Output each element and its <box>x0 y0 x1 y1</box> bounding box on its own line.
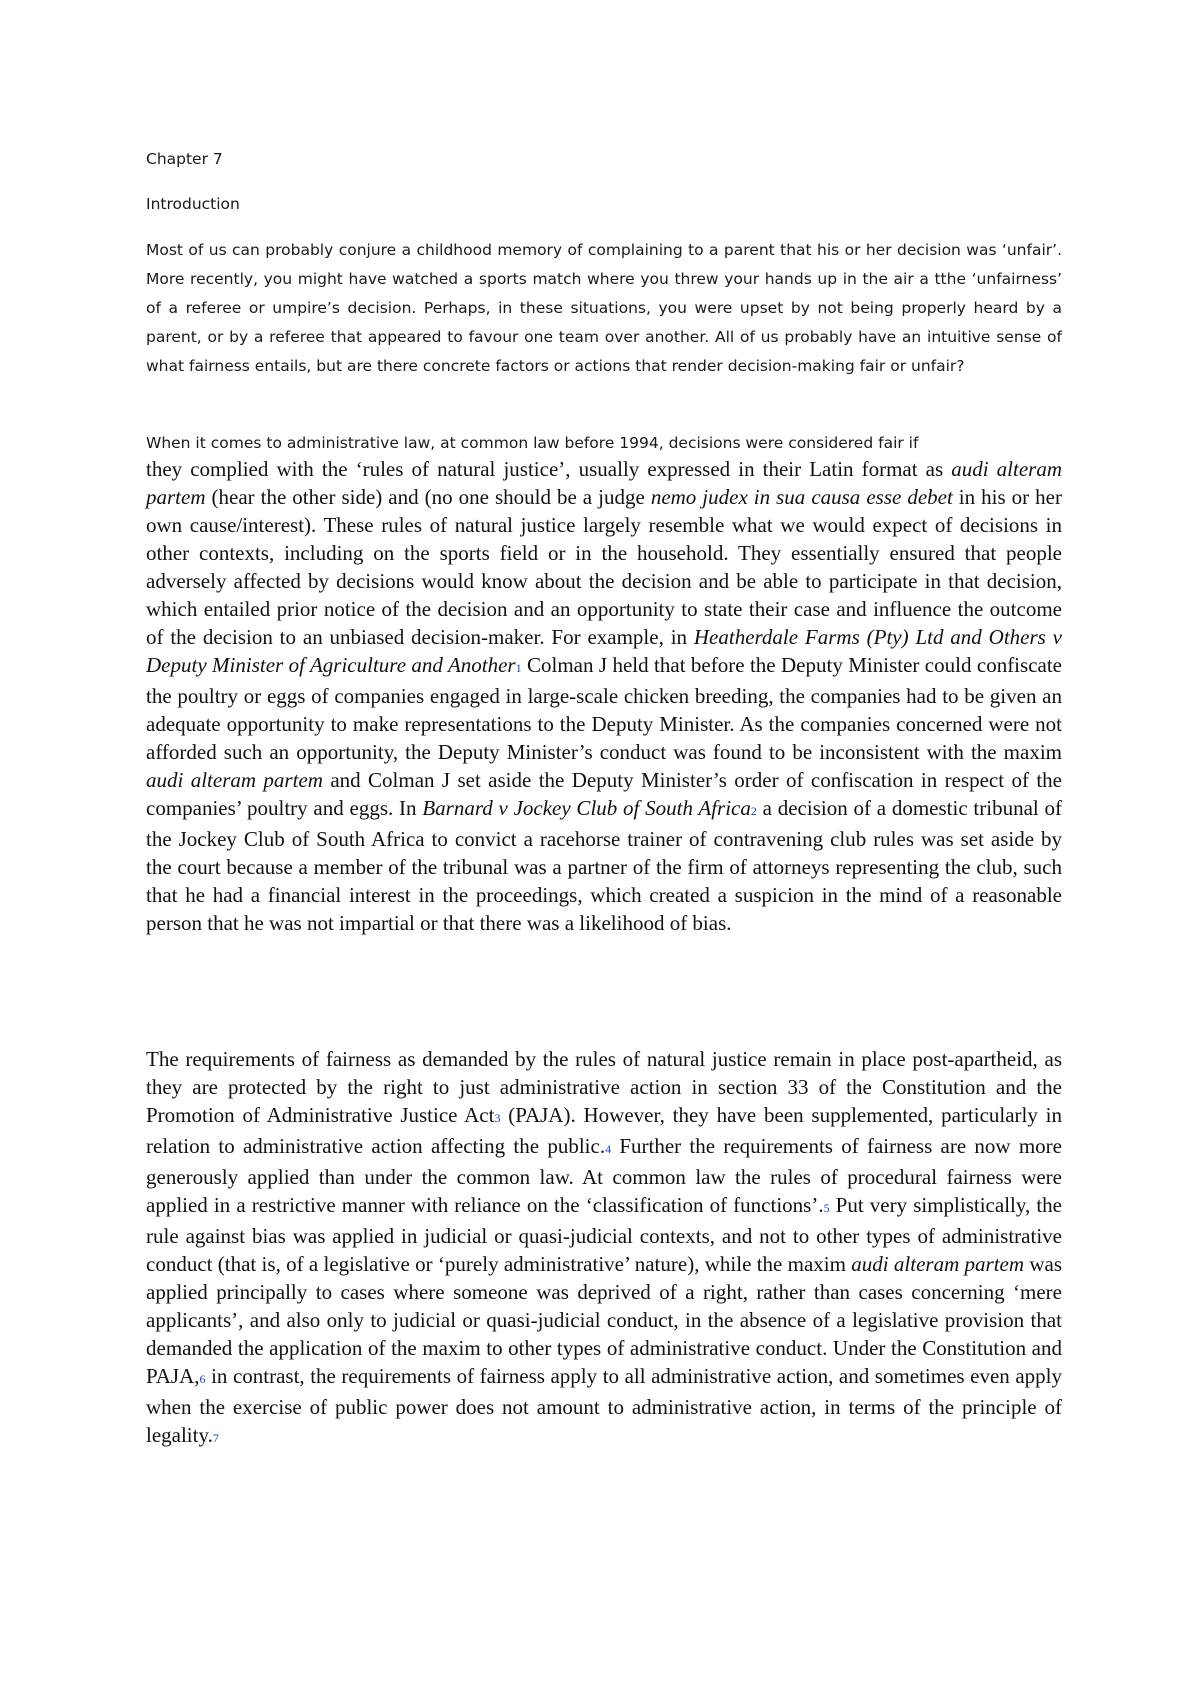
paragraph-2-text: and Colman J set aside the Deputy Minister’s order of confiscation in respect of the companies’ poultry and eggs. In <box>146 768 1062 820</box>
footnote-link[interactable]: 4 <box>605 1142 612 1156</box>
paragraph-2-text: in his or her own cause/interest). These rules of natural justice largely resemble what we would expect of decisions in other contexts, including on the sports field or in the household. They essentially ensured that people adversely affected by decisions would know about the decision and be able to participate in that decision, which entailed prior notice of the decision and an opportunity to state their case and influence the outcome of the decision to an unbiased decision-maker. For example, in <box>146 485 1062 649</box>
latin-term: audi alteram partem <box>146 457 1062 509</box>
paragraph-2-text: Colman J held that before the Deputy Minister could confiscate the poultry or eggs of companies engaged in large-scale chicken breeding, the companies had to be given an adequate opportunity to make representations to the Deputy Minister. As the companies concerned were not afforded such an opportunity, the Deputy Minister’s conduct was found to be inconsistent with the maxim <box>146 653 1062 764</box>
paragraph-3-text: Put very simplistically, the rule against bias was applied in judicial or quasi-judicial contexts, and not to other types of administrative conduct (that is, of a legislative or ‘purely administrative’ nature), while the maxim <box>146 1193 1062 1276</box>
case-name: Heatherdale Farms (Pty) Ltd and Others v Deputy Minister of Agriculture and Another <box>146 625 1062 677</box>
paragraph-3-text: Further the requirements of fairness are now more generously applied than under the common law. At common law the rules of procedural fairness were applied in a restrictive manner with reliance on the ‘classification of functions’. <box>146 1134 1062 1217</box>
footnote-link[interactable]: 2 <box>750 804 757 818</box>
footnote-link[interactable]: 7 <box>212 1431 219 1445</box>
footnote-link[interactable]: 5 <box>823 1201 830 1215</box>
paragraph-3-text: The requirements of fairness as demanded by the rules of natural justice remain in place post-apartheid, as they are protected by the right to just administrative action in section 33 of the Constitution and the Promotion of Administrative Justice Act <box>146 1047 1062 1127</box>
footnote-link[interactable]: 1 <box>515 661 522 675</box>
chapter-heading: Chapter 7 <box>146 150 223 168</box>
paragraph-2-text: they complied with the ‘rules of natural justice’, usually expressed in their Latin format as <box>146 457 952 481</box>
latin-term: nemo judex in sua causa esse debet <box>650 485 953 509</box>
paragraph-2-text: a decision of a domestic tribunal of the Jockey Club of South Africa to convict a racehorse trainer of contravening club rules was set aside by the court because a member of the tribunal was a partner of the firm of attorneys representing the club, such that he had a financial interest in the proceedings, which created a suspicion in the mind of a reasonable person that he was not impartial or that there was a likelihood of bias. <box>146 796 1062 935</box>
paragraph-2-lead: When it comes to administrative law, at common law before 1994, decisions were considered fair if <box>146 434 919 452</box>
paragraph-2 <box>146 455 1062 937</box>
section-heading: Introduction <box>146 195 240 213</box>
paragraph-3-text: (PAJA). However, they have been supplemented, particularly in relation to administrative action affecting the public. <box>146 1103 1062 1158</box>
footnote-link[interactable]: 3 <box>494 1111 501 1125</box>
paragraph-3-text: was applied principally to cases where someone was deprived of a right, rather than cases concerning ‘mere applicants’, and also only to judicial or quasi-judicial conduct, in the absence of a legislative provision that demanded the application of the maxim to other types of administrative conduct. Under the Constitution and PAJA, <box>146 1252 1063 1388</box>
paragraph-3-text: in contrast, the requirements of fairness apply to all administrative action, and sometimes even apply when the exercise of public power does not amount to administrative action, in terms of the principle of legality. <box>146 1364 1062 1447</box>
footnote-link[interactable]: 6 <box>199 1372 206 1386</box>
case-name: Barnard v Jockey Club of South Africa <box>422 796 751 820</box>
latin-term: audi alteram partem <box>146 768 323 792</box>
paragraph-2-text: (hear the other side) and (no one should be a judge <box>205 485 651 509</box>
paragraph-1: Most of us can probably conjure a childhood memory of complaining to a parent that his or her decision was ‘unfair’. More recently, you might have watched a sports match where you threw your hands up in the air a tthe ‘unfairness’ of a referee or umpire’s decision. Perhaps, in these situations, you were upset by not being properly heard by a parent, or by a referee that appeared to favour one team over another. All of us probably have an intuitive sense of what fairness entails, but are there concrete factors or actions that render decision-making fair or unfair? <box>146 241 1062 375</box>
latin-term: audi alteram partem <box>851 1252 1025 1276</box>
paragraph-3 <box>146 1045 1062 1452</box>
